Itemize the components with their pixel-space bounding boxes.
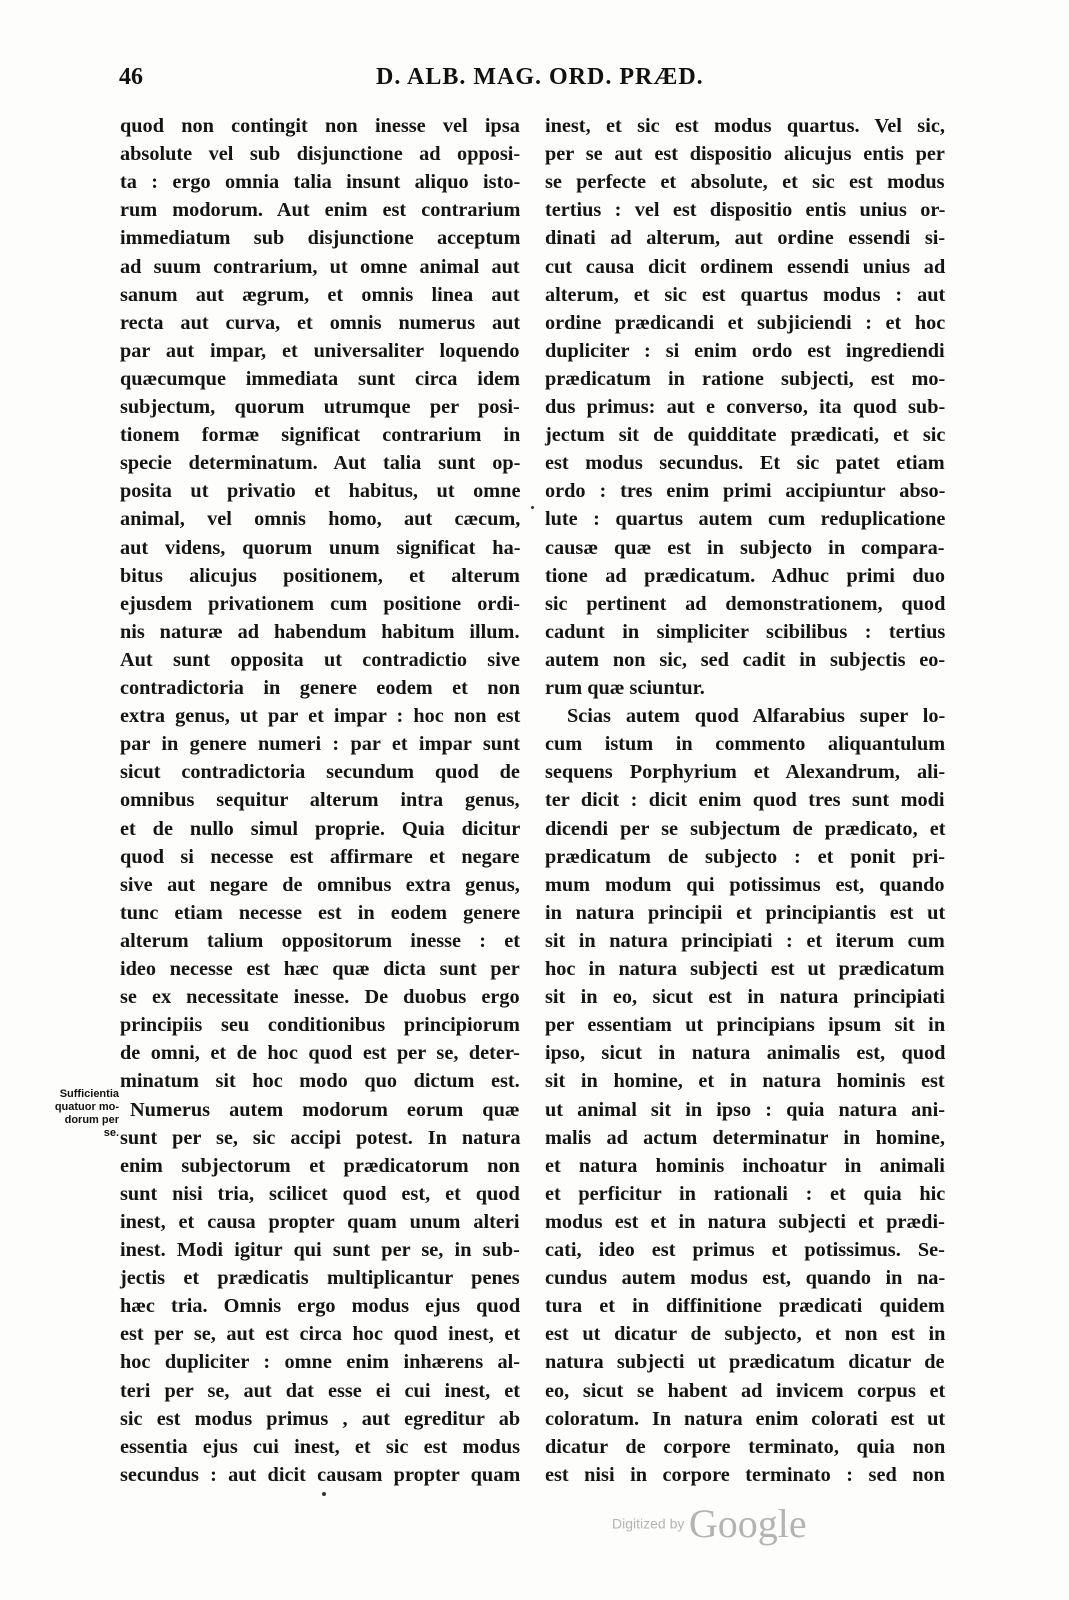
text-line: specie determinatum. Aut talia sunt op- — [120, 452, 521, 475]
text-line: posita ut privatio et habitus, ut omne — [120, 480, 521, 503]
text-line: nis naturæ ad habendum habitum illum. — [120, 620, 520, 643]
google-logo: Google — [688, 1501, 807, 1546]
margin-note-line: quatuor mo- — [54, 1101, 119, 1113]
text-line: rum quæ sciuntur. — [545, 677, 705, 699]
text-line: dus primus: aut e converso, ita quod sub- — [545, 396, 946, 418]
margin-note-line: se. — [103, 1127, 119, 1139]
text-line: et perficitur in rationali : et quia hic — [545, 1182, 946, 1205]
text-line: sit in natura principiati : et iterum cum — [545, 929, 945, 952]
text-line: in natura principii et principiantis est ut — [545, 901, 946, 924]
text-line: tione ad prædicatum. Adhuc primi duo — [545, 564, 946, 587]
text-line: hoc dupliciter : omne enim inhærens al- — [120, 1351, 521, 1374]
text-line: ordine prædicandi et subjiciendi : et hoc — [545, 311, 946, 334]
text-line: principiis seu conditionibus principiorum — [120, 1014, 520, 1037]
text-line: prædicatum de subjecto : et ponit pri- — [545, 845, 945, 868]
text-line: aut videns, quorum unum significat ha- — [120, 536, 521, 559]
text-line: cum istum in commento aliquantulum — [545, 733, 946, 756]
text-line: quod non contingit non inesse vel ipsa — [120, 115, 520, 137]
text-line: tertius : vel est dispositio entis unius or- — [545, 199, 946, 222]
text-line: tionem formæ significat contrarium in — [120, 424, 521, 447]
text-line: se ex necessitate inesse. De duobus ergo — [120, 986, 520, 1009]
text-line: jectum sit de quidditate prædicati, et sic — [545, 424, 946, 447]
text-line: subjectum, quorum utrumque per posi- — [120, 396, 520, 418]
text-line: ter dicit : dicit enim quod tres sunt modi — [545, 789, 945, 812]
text-line: hoc in natura subjecti est ut prædicatum — [545, 958, 945, 980]
text-line: causæ quæ est in subjecto in compara- — [545, 536, 945, 559]
text-line: absolute vel sub disjunctione ad opposi- — [120, 143, 521, 166]
text-line: sanum aut ægrum, et omnis linea aut — [120, 283, 520, 306]
text-line: inest, et causa propter quam unum alteri — [120, 1210, 520, 1233]
margin-note — [23, 1088, 119, 1140]
text-line: dinati ad alterum, aut ordine essendi si- — [545, 227, 946, 250]
text-line: secundus : aut dicit causam propter quam — [120, 1463, 521, 1486]
text-line: autem non sic, sed cadit in subjectis eo- — [545, 648, 946, 671]
text-line: omnibus sequitur alterum intra genus, — [120, 789, 520, 812]
text-line: eo, sicut se habent ad invicem corpus et — [545, 1379, 946, 1402]
text-line: quod si necesse est affirmare et negare — [120, 845, 520, 868]
text-line: tunc etiam necesse est in eodem genere — [120, 901, 521, 924]
margin-note-line: Sufficientia — [59, 1088, 119, 1100]
text-line: cati, ideo est primus et potissimus. Se- — [545, 1239, 945, 1261]
text-line: Aut sunt opposita ut contradictio sive — [120, 648, 520, 671]
text-line: cundus autem modus est, quando in na- — [545, 1267, 946, 1290]
text-line: cut causa dicit ordinem essendi unius ad — [545, 255, 946, 278]
text-line: dicendi per se subjectum de prædicato, et — [545, 817, 946, 840]
text-line: per se aut est dispositio alicujus entis per — [545, 143, 945, 166]
text-line: ejusdem privationem cum positione ordi- — [120, 592, 521, 615]
text-line: dicatur de corpore terminato, quia non — [545, 1435, 946, 1458]
text-line: inest, et sic est modus quartus. Vel sic, — [545, 115, 945, 137]
text-line: jectis et prædicatis multiplicantur penes — [120, 1267, 520, 1290]
text-line: sunt nisi tria, scilicet quod est, et quod — [120, 1182, 520, 1205]
text-line: inest. Modi igitur qui sunt per se, in sub- — [120, 1239, 520, 1261]
text-line: hæc tria. Omnis ergo modus ejus quod — [120, 1295, 521, 1318]
text-line: ordo : tres enim primi accipiuntur abso- — [545, 480, 946, 503]
text-line: sequens Porphyrium et Alexandrum, ali- — [545, 761, 946, 784]
print-speck — [531, 506, 534, 509]
text-line: coloratum. In natura enim colorati est ut — [545, 1407, 946, 1430]
digitized-watermark — [612, 1500, 807, 1547]
text-line: par aut impar, et universaliter loquendo — [120, 339, 520, 362]
text-line: Numerus autem modorum eorum quæ — [130, 1098, 520, 1121]
text-line: modus est et in natura subjecti et prædi- — [545, 1210, 945, 1233]
text-line: alterum, et sic est quartus modus : aut — [545, 283, 946, 306]
text-line: essentia ejus cui inest, et sic est modus — [120, 1435, 520, 1458]
text-line: quæcumque immediata sunt circa idem — [120, 367, 521, 390]
text-line: dupliciter : si enim ordo est ingrediendi — [545, 339, 945, 362]
text-line: animal, vel omnis homo, aut cæcum, — [120, 508, 521, 531]
text-line: extra genus, ut par et impar : hoc non est — [120, 705, 521, 728]
text-line: est ut dicatur de subjecto, et non est in — [545, 1323, 946, 1346]
text-line: Scias autem quod Alfarabius super lo- — [567, 705, 946, 728]
running-title: D. ALB. MAG. ORD. PRÆD. — [376, 64, 704, 90]
text-line: sunt per se, sic accipi potest. In natura — [120, 1126, 521, 1149]
text-line: per essentiam ut principians ipsum sit in — [545, 1014, 946, 1037]
text-line: cadunt in simpliciter scibilibus : tertius — [545, 620, 946, 643]
text-line: recta aut curva, et omnis numerus aut — [120, 311, 521, 334]
text-line: est per se, aut est circa hoc quod inest, et — [120, 1323, 521, 1346]
text-line: sit in homine, et in natura hominis est — [545, 1070, 945, 1093]
digitized-label: Digitized by — [612, 1515, 685, 1532]
text-line: sic pertinent ad demonstrationem, quod — [545, 592, 946, 615]
text-line: teri per se, aut dat esse ei cui inest, et — [120, 1379, 520, 1402]
text-line: lute : quartus autem cum reduplicatione — [545, 508, 946, 531]
text-line: par in genere numeri : par et impar sunt — [120, 733, 521, 756]
text-line: sic est modus primus , aut egreditur ab — [120, 1407, 521, 1430]
text-line: sicut contradictoria secundum quod de — [120, 761, 520, 784]
text-line: ut animal sit in ipso : quia natura ani- — [545, 1098, 945, 1121]
text-line: contradictoria in genere eodem et non — [120, 677, 521, 699]
text-line: bitus alicujus positionem, et alterum — [120, 564, 520, 587]
text-line: est modus secundus. Et sic patet etiam — [545, 452, 945, 475]
text-line: malis ad actum determinatur in homine, — [545, 1126, 945, 1149]
page-number: 46 — [119, 64, 143, 90]
text-line: ipso, sicut in natura animalis est, quod — [545, 1042, 946, 1065]
text-line: sit in eo, sicut est in natura principiati — [545, 986, 945, 1009]
margin-note-line: dorum per — [64, 1114, 119, 1126]
text-line: immediatum sub disjunctione acceptum — [120, 227, 521, 250]
text-line: et natura hominis inchoatur in animali — [545, 1154, 945, 1177]
text-line: est nisi in corpore terminato : sed non — [545, 1463, 945, 1486]
text-line: mum modum qui potissimus est, quando — [545, 873, 945, 896]
text-line: enim subjectorum et prædicatorum non — [120, 1154, 520, 1177]
text-line: minatum sit hoc modo quo dictum est. — [120, 1070, 520, 1093]
text-line: natura subjecti ut prædicatum dicatur de — [545, 1351, 945, 1374]
text-line: alterum talium oppositorum inesse : et — [120, 929, 521, 952]
text-line: de omni, et de hoc quod est per se, deter- — [120, 1042, 520, 1065]
text-line: ad suum contrarium, ut omne animal aut — [120, 255, 520, 278]
text-line: rum modorum. Aut enim est contrarium — [120, 199, 521, 222]
text-line: se perfecte et absolute, et sic est modus — [545, 171, 945, 194]
text-line: ideo necesse est hæc quæ dicta sunt per — [120, 958, 520, 980]
text-line: ta : ergo omnia talia insunt aliquo isto- — [120, 171, 521, 194]
text-line: prædicatum in ratione subjecti, est mo- — [545, 367, 946, 390]
text-line: tura et in diffinitione prædicati quidem — [545, 1295, 945, 1318]
print-speck — [322, 1492, 326, 1496]
text-line: sive aut negare de omnibus extra genus, — [120, 873, 520, 896]
text-line: et de nullo simul proprie. Quia dicitur — [120, 817, 521, 840]
